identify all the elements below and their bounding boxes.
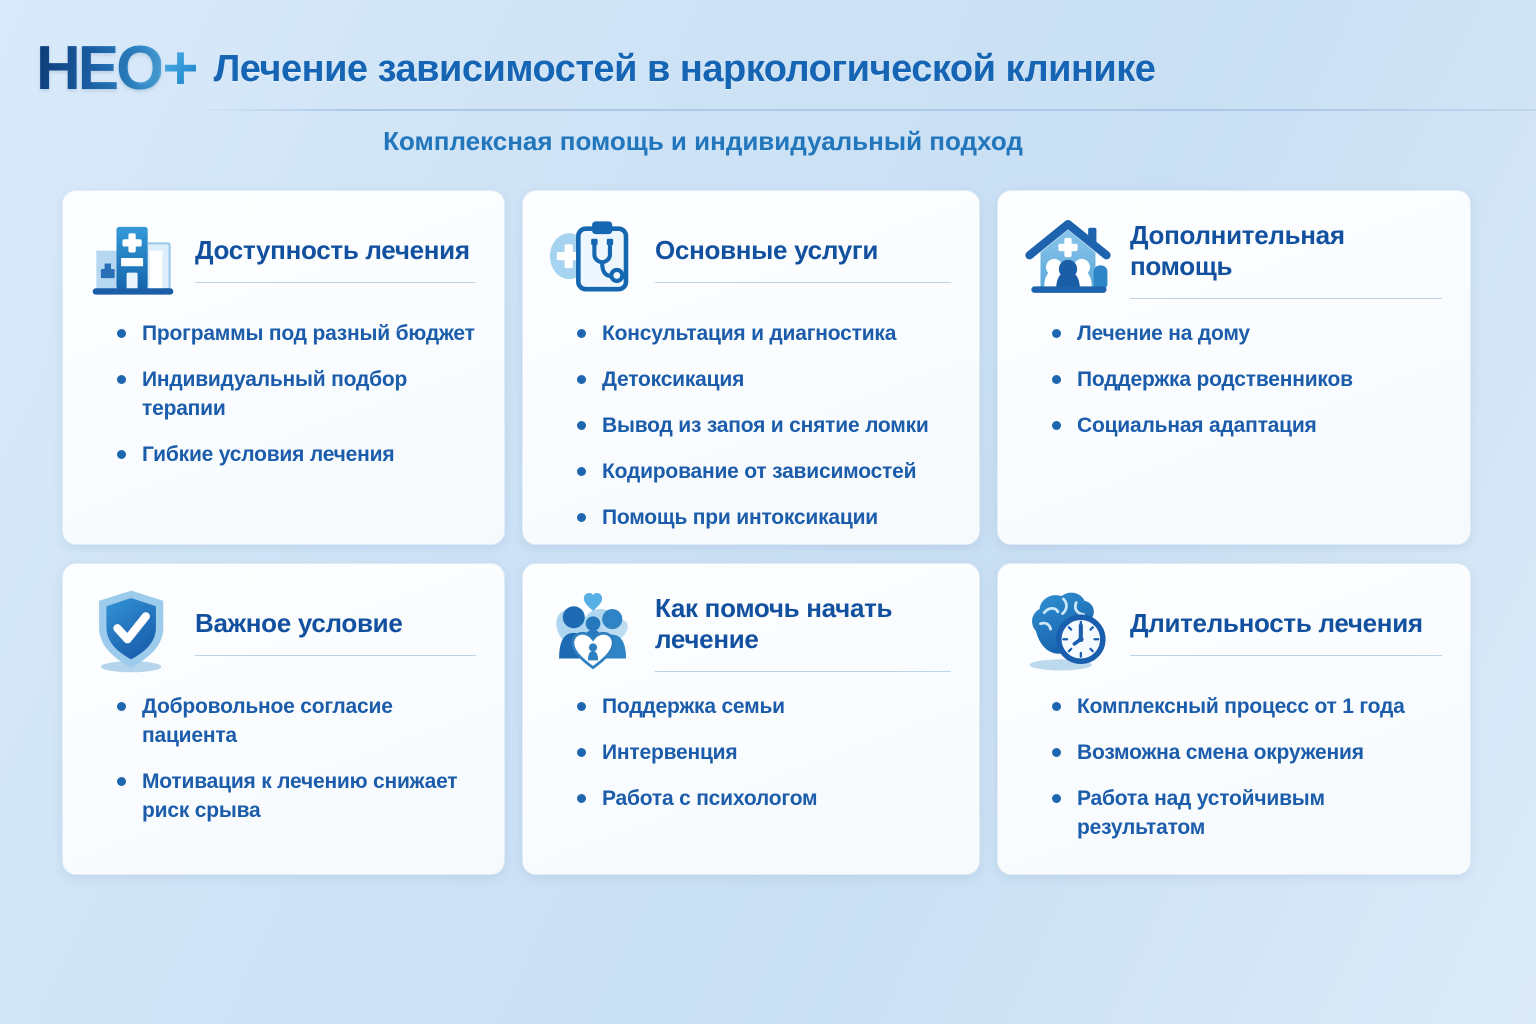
card-title: Длительность лечения: [1130, 608, 1423, 638]
bullet-dot: [117, 702, 126, 711]
list-item-text: Гибкие условия лечения: [142, 443, 395, 466]
cards-grid: [62, 190, 1471, 875]
list-item: [1052, 692, 1442, 721]
bullet-dot: [577, 421, 586, 430]
list-item-text: Работа с психологом: [602, 787, 818, 810]
card-head-text: [1130, 218, 1442, 299]
bullet-dot: [1052, 748, 1061, 757]
subtitle-wrap: [0, 126, 1406, 157]
header-divider: [192, 109, 1536, 111]
list-item-text: Вывод из запоя и снятие ломки: [602, 414, 929, 437]
bullet-dot: [117, 329, 126, 338]
bullet-dot: [577, 748, 586, 757]
card-head-text: [195, 606, 476, 656]
card-title: Как помочь начать лечение: [655, 592, 893, 654]
home-care-icon: [1022, 213, 1114, 303]
card-main-services: [522, 190, 980, 545]
header: [36, 34, 1156, 103]
list-item-text: Интервенция: [602, 741, 738, 764]
brain-clock-icon: [1022, 586, 1114, 676]
shield-check-icon: [87, 586, 179, 676]
list-item: [577, 319, 951, 348]
card-head-text: [655, 591, 951, 672]
list-item-text: Мотивация к лечению снижает риск срыва: [142, 770, 458, 822]
list-item-text: Социальная адаптация: [1077, 414, 1317, 437]
page-title: Лечение зависимостей в наркологической клинике: [213, 47, 1156, 90]
logo-text: НЕО: [36, 34, 162, 103]
card-head: [1022, 213, 1442, 303]
list-item: [117, 365, 476, 423]
bullet-dot: [1052, 329, 1061, 338]
bullet-dot: [1052, 794, 1061, 803]
list-item-text: Лечение на дому: [1077, 322, 1250, 345]
list-item-text: Работа над устойчивым результатом: [1077, 787, 1325, 839]
list-item-text: Кодирование от зависимостей: [602, 460, 917, 483]
list-item: [117, 440, 476, 469]
list-item: [577, 738, 951, 767]
bullet-dot: [117, 777, 126, 786]
bullet-list: [87, 692, 476, 825]
list-item: [117, 692, 476, 750]
bullet-dot: [117, 450, 126, 459]
card-head-text: [195, 233, 476, 283]
neo-plus-logo: [36, 34, 196, 103]
list-item: [117, 319, 476, 348]
list-item: [1052, 784, 1442, 842]
card-how-to-start: [522, 563, 980, 875]
card-title-divider: [655, 671, 951, 672]
list-item: [1052, 738, 1442, 767]
list-item: [577, 365, 951, 394]
bullet-dot: [577, 702, 586, 711]
list-item: [1052, 411, 1442, 440]
bullet-dot: [577, 794, 586, 803]
card-availability: [62, 190, 505, 545]
card-head: [87, 213, 476, 303]
card-additional-help: [997, 190, 1471, 545]
card-title-divider: [655, 282, 951, 283]
list-item-text: Добровольное согласие пациента: [142, 695, 393, 747]
list-item-text: Комплексный процесс от 1 года: [1077, 695, 1405, 718]
card-head: [1022, 586, 1442, 676]
family-heart-icon: [547, 586, 639, 676]
card-title-divider: [1130, 655, 1442, 656]
bullet-dot: [577, 467, 586, 476]
list-item: [1052, 319, 1442, 348]
list-item: [577, 503, 951, 532]
list-item: [117, 767, 476, 825]
list-item-text: Возможна смена окружения: [1077, 741, 1364, 764]
list-item: [577, 457, 951, 486]
card-title-divider: [195, 282, 476, 283]
bullet-list: [547, 692, 951, 813]
bullet-dot: [1052, 702, 1061, 711]
card-title: Доступность лечения: [195, 235, 470, 265]
clipboard-stethoscope-icon: [547, 213, 639, 303]
list-item-text: Программы под разный бюджет: [142, 322, 475, 345]
card-title: Основные услуги: [655, 235, 879, 265]
card-title: Важное условие: [195, 608, 403, 638]
list-item-text: Поддержка семьи: [602, 695, 785, 718]
bullet-list: [1022, 319, 1442, 440]
list-item-text: Консультация и диагностика: [602, 322, 897, 345]
card-head-text: [1130, 606, 1442, 656]
logo-plus-icon: +: [162, 34, 196, 103]
bullet-list: [87, 319, 476, 469]
bullet-dot: [577, 329, 586, 338]
list-item: [577, 411, 951, 440]
card-head-text: [655, 233, 951, 283]
bullet-dot: [117, 375, 126, 384]
list-item: [577, 784, 951, 813]
card-title: Дополнительная помощь: [1130, 219, 1345, 281]
card-head: [547, 213, 951, 303]
bullet-list: [1022, 692, 1442, 842]
card-duration: [997, 563, 1471, 875]
list-item-text: Детоксикация: [602, 368, 745, 391]
card-head: [547, 586, 951, 676]
card-title-divider: [1130, 298, 1442, 299]
list-item-text: Помощь при интоксикации: [602, 506, 879, 529]
list-item-text: Поддержка родственников: [1077, 368, 1353, 391]
hospital-icon: [87, 213, 179, 303]
card-title-divider: [195, 655, 476, 656]
card-important-condition: [62, 563, 505, 875]
bullet-dot: [577, 375, 586, 384]
bullet-list: [547, 319, 951, 532]
list-item-text: Индивидуальный подбор терапии: [142, 368, 408, 420]
bullet-dot: [1052, 421, 1061, 430]
bullet-dot: [577, 513, 586, 522]
list-item: [1052, 365, 1442, 394]
bullet-dot: [1052, 375, 1061, 384]
card-head: [87, 586, 476, 676]
page-subtitle: Комплексная помощь и индивидуальный подход: [383, 126, 1023, 156]
list-item: [577, 692, 951, 721]
